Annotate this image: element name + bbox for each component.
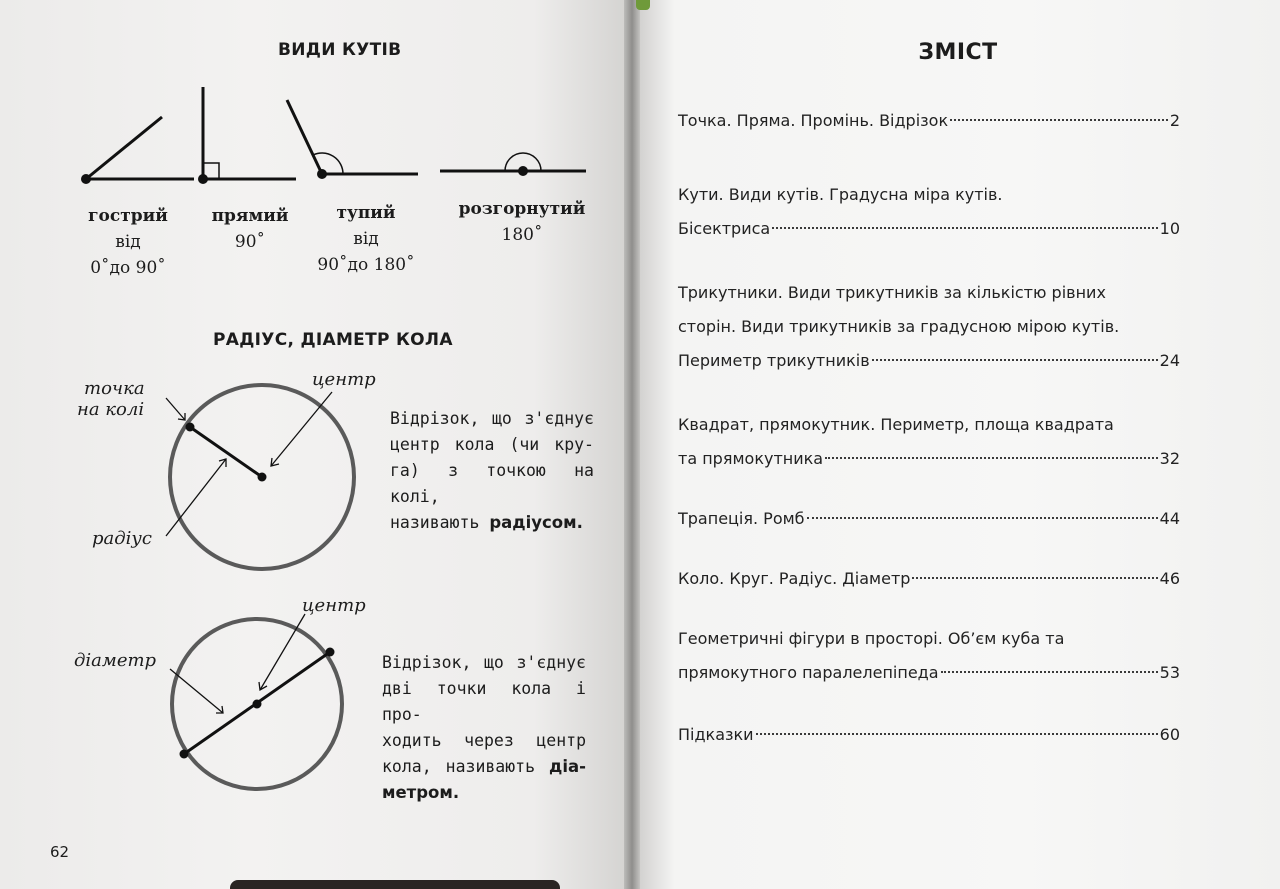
page-number: 62	[50, 843, 70, 861]
toc-entry-title: Бісектриса	[678, 219, 771, 238]
toc-entry-title-line: Геометричні фігури в просторі. Об’єм куба та	[678, 629, 1065, 648]
point-on-circle-label-1: точка	[84, 378, 145, 399]
toc-entry-title-line: сторін. Види трикутників за градусною мірою кутів.	[678, 317, 1120, 336]
left-page	[0, 0, 628, 889]
toc-dot-leader	[807, 517, 1158, 519]
toc-page-number: 2	[1169, 111, 1180, 130]
toc-dot-leader	[756, 733, 1158, 735]
toc-dot-leader	[950, 119, 1168, 121]
radius-figure	[166, 385, 354, 569]
toc-entry[interactable]	[678, 178, 1180, 246]
toc-dot-leader	[912, 577, 1157, 579]
toc-entry-title: та прямокутника	[678, 449, 824, 468]
diameter-figure	[170, 614, 342, 789]
toc-entry-title: Коло. Круг. Радіус. Діаметр	[678, 569, 911, 588]
angle-label-acute: гострий від 0˚до 90˚	[88, 206, 168, 278]
toc-dot-leader	[825, 457, 1158, 459]
table-of-contents	[678, 104, 1180, 752]
diameter-center-label: центр	[302, 595, 366, 616]
bottom-shadow	[230, 880, 560, 889]
toc-page-number: 60	[1159, 725, 1180, 744]
angle-label-straight: розгорнутий 180˚	[458, 199, 586, 245]
book-gutter	[624, 0, 640, 889]
toc-entry-title: Точка. Пряма. Промінь. Відрізок	[678, 111, 949, 130]
toc-entry-title-line: Кути. Види кутів. Градусна міра кутів.	[678, 185, 1003, 204]
point-on-circle-label-2: на колі	[77, 399, 145, 420]
toc-page-number: 32	[1159, 449, 1180, 468]
toc-entry[interactable]	[678, 104, 1180, 138]
angle-label-right: прямий 90˚	[211, 206, 289, 252]
toc-entry-main-line	[678, 502, 1180, 536]
toc-entry-title: Периметр трикутників	[678, 351, 870, 370]
contents-title: ЗМІСТ	[918, 40, 998, 65]
angles-title: ВИДИ КУТІВ	[278, 40, 402, 60]
right-page	[636, 0, 1280, 889]
toc-entry-main-line	[678, 656, 1180, 690]
diameter-definition: Відрізок, що з'єднує дві точки кола і про- ходить через центр кола, називають діа- метром.	[382, 653, 586, 802]
toc-entry-title-line: Квадрат, прямокутник. Периметр, площа квадрата	[678, 415, 1114, 434]
toc-dot-leader	[872, 359, 1158, 361]
toc-entry-title-line: Трикутники. Види трикутників за кількістю рівних	[678, 283, 1106, 302]
toc-entry-title: Підказки	[678, 725, 754, 744]
toc-entry-main-line	[678, 562, 1180, 596]
circle-title: РАДІУС, ДІАМЕТР КОЛА	[213, 330, 453, 350]
radius-label: радіус	[92, 528, 152, 549]
toc-entry-main-line	[678, 442, 1180, 476]
toc-entry[interactable]	[678, 408, 1180, 476]
toc-entry[interactable]	[678, 718, 1180, 752]
toc-page-number: 44	[1159, 509, 1180, 528]
toc-entry-title: Трапеція. Ромб	[678, 509, 805, 528]
toc-page-number: 10	[1159, 219, 1180, 238]
toc-entry-main-line	[678, 344, 1180, 378]
toc-entry[interactable]	[678, 562, 1180, 596]
toc-dot-leader	[772, 227, 1157, 229]
toc-entry-main-line	[678, 104, 1180, 138]
toc-entry[interactable]	[678, 622, 1180, 690]
toc-page-number: 53	[1159, 663, 1180, 682]
toc-entry-main-line	[678, 212, 1180, 246]
diameter-label: діаметр	[74, 650, 157, 671]
radius-definition: Відрізок, що з'єднує центр кола (чи кру- га) з точкою на колі, називають радіусом.	[390, 409, 594, 532]
toc-entry-main-line	[678, 718, 1180, 752]
bookmark-tab	[636, 0, 650, 10]
toc-dot-leader	[941, 671, 1158, 673]
toc-entry[interactable]	[678, 276, 1180, 378]
toc-page-number: 46	[1159, 569, 1180, 588]
toc-page-number: 24	[1159, 351, 1180, 370]
toc-entry-title: прямокутного паралелепіпеда	[678, 663, 939, 682]
toc-entry[interactable]	[678, 502, 1180, 536]
radius-center-label: центр	[312, 369, 376, 390]
angle-label-obtuse: тупий від 90˚до 180˚	[317, 203, 415, 275]
